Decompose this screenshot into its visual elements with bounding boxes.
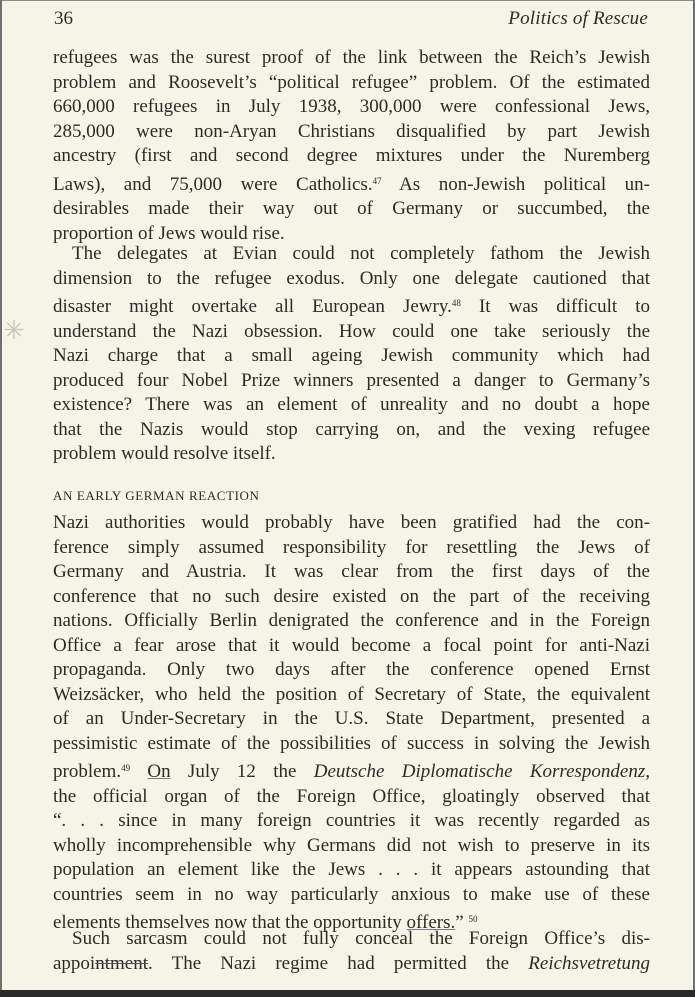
text-line: population an element like the Jews . . . it appears astounding that <box>53 859 650 880</box>
text-line: Office a fear arose that it would become a focal point for anti-Nazi <box>53 634 650 656</box>
paragraph-1 <box>53 46 650 246</box>
text-line: produced four Nobel Prize winners presented a danger to Germany’s <box>53 369 650 391</box>
text-line: nations. Officially Berlin denigrated the conference and in the Foreign <box>53 610 650 631</box>
text-line: problem and Roosevelt’s “political refugee” problem. Of the estimated <box>53 71 650 93</box>
italic-title: Deutsche Diplomatische Korrespondenz, <box>313 761 650 782</box>
bottom-edge-bar <box>0 990 695 997</box>
page-number: 36 <box>54 8 73 29</box>
text-line: refugees was the surest proof of the link between the Reich’s Jewish <box>53 47 650 68</box>
text-line: Such sarcasm could not fully conceal the Foreign Office’s dis- <box>72 928 650 949</box>
text-line: The delegates at Evian could not completely fathom the Jewish <box>72 243 650 264</box>
text-segment: July 12 the <box>170 761 314 782</box>
text-line: countries seem in no way particularly anxious to make use of these <box>53 883 650 905</box>
underlined-word: On <box>147 761 171 782</box>
text-line: Nazi authorities would probably have been gratified had the con- <box>53 512 650 533</box>
italic-term: Reichsvetretung <box>528 952 650 974</box>
text-line: the official organ of the Foreign Office, gloatingly observed that <box>53 785 650 807</box>
text-line: Nazi charge that a small ageing Jewish community which had <box>53 345 650 366</box>
text-line: “. . . since in many foreign countries it was recently regarded as <box>53 810 650 831</box>
text-line: of an Under-Secretary in the U.S. State Department, presented a <box>53 708 650 729</box>
text-line: wholly incomprehensible why Germans did not wish to preserve in its <box>53 834 650 856</box>
paragraph-4 <box>53 927 650 976</box>
text-line: pessimistic estimate of the possibilities of success in solving the Jewish <box>53 732 650 754</box>
text-line: 285,000 were non-Aryan Christians disqualified by part Jewish <box>53 120 650 142</box>
text-segment: problem. <box>53 761 122 782</box>
section-heading: AN EARLY GERMAN REACTION <box>53 488 260 503</box>
text-line <box>53 756 650 785</box>
text-line: propaganda. Only two days after the conference opened Ernst <box>53 659 650 680</box>
text-line <box>53 952 650 977</box>
text-segment: appoi <box>53 952 96 974</box>
text-line: desirables made their way out of Germany or succumbed, the <box>53 198 650 219</box>
footnote-ref-47: 47 <box>372 175 382 186</box>
text-segment: elements themselves now that the opportunity <box>53 912 407 933</box>
text-segment: As non-Jewish political un- <box>381 173 650 195</box>
running-head-title: Politics of Rescue <box>508 8 648 29</box>
text-segment: . The Nazi regime had permitted the <box>148 952 529 974</box>
text-line: conference that no such desire existed on the part of the receiving <box>53 585 650 607</box>
page-border-left <box>0 0 2 990</box>
underlined-word: offers. <box>406 912 456 933</box>
text-line: ference simply assumed responsibility for resettling the Jews of <box>53 536 650 558</box>
paragraph-2 <box>53 242 650 467</box>
page-border-top <box>0 0 695 1</box>
text-line <box>53 291 650 320</box>
text-line: proportion of Jews would rise. <box>53 222 285 244</box>
footnote-ref-49: 49 <box>121 763 131 773</box>
text-line: Germany and Austria. It was clear from the first days of the <box>53 561 650 582</box>
footnote-ref-50: 50 <box>468 914 478 924</box>
text-line: dimension to the refugee exodus. Only one delegate cautioned that <box>53 267 650 289</box>
text-segment: ” <box>455 912 469 933</box>
text-line: 660,000 refugees in July 1938, 300,000 were confessional Jews, <box>53 96 650 117</box>
struck-text: ntment <box>95 952 148 974</box>
text-line: that the Nazis would stop carrying on, and the vexing refugee <box>53 418 650 440</box>
asterisk-margin-mark-icon: ✳ <box>3 316 25 346</box>
text-segment: disaster might overtake all European Jewry. <box>53 296 452 317</box>
paragraph-3 <box>53 511 650 936</box>
text-segment: Laws), and 75,000 were Catholics. <box>53 173 373 195</box>
text-segment: It was difficult to <box>460 296 650 317</box>
text-line: Weizsäcker, who held the position of Secretary of State, the equivalent <box>53 683 650 705</box>
text-line: ancestry (first and second degree mixtures under the Nuremberg <box>53 145 650 166</box>
text-line: understand the Nazi obsession. How could one take seriously the <box>53 320 650 342</box>
text-line: problem would resolve itself. <box>53 443 276 464</box>
text-line <box>53 169 650 198</box>
text-line: existence? There was an element of unreality and no doubt a hope <box>53 394 650 415</box>
footnote-ref-48: 48 <box>451 298 461 308</box>
